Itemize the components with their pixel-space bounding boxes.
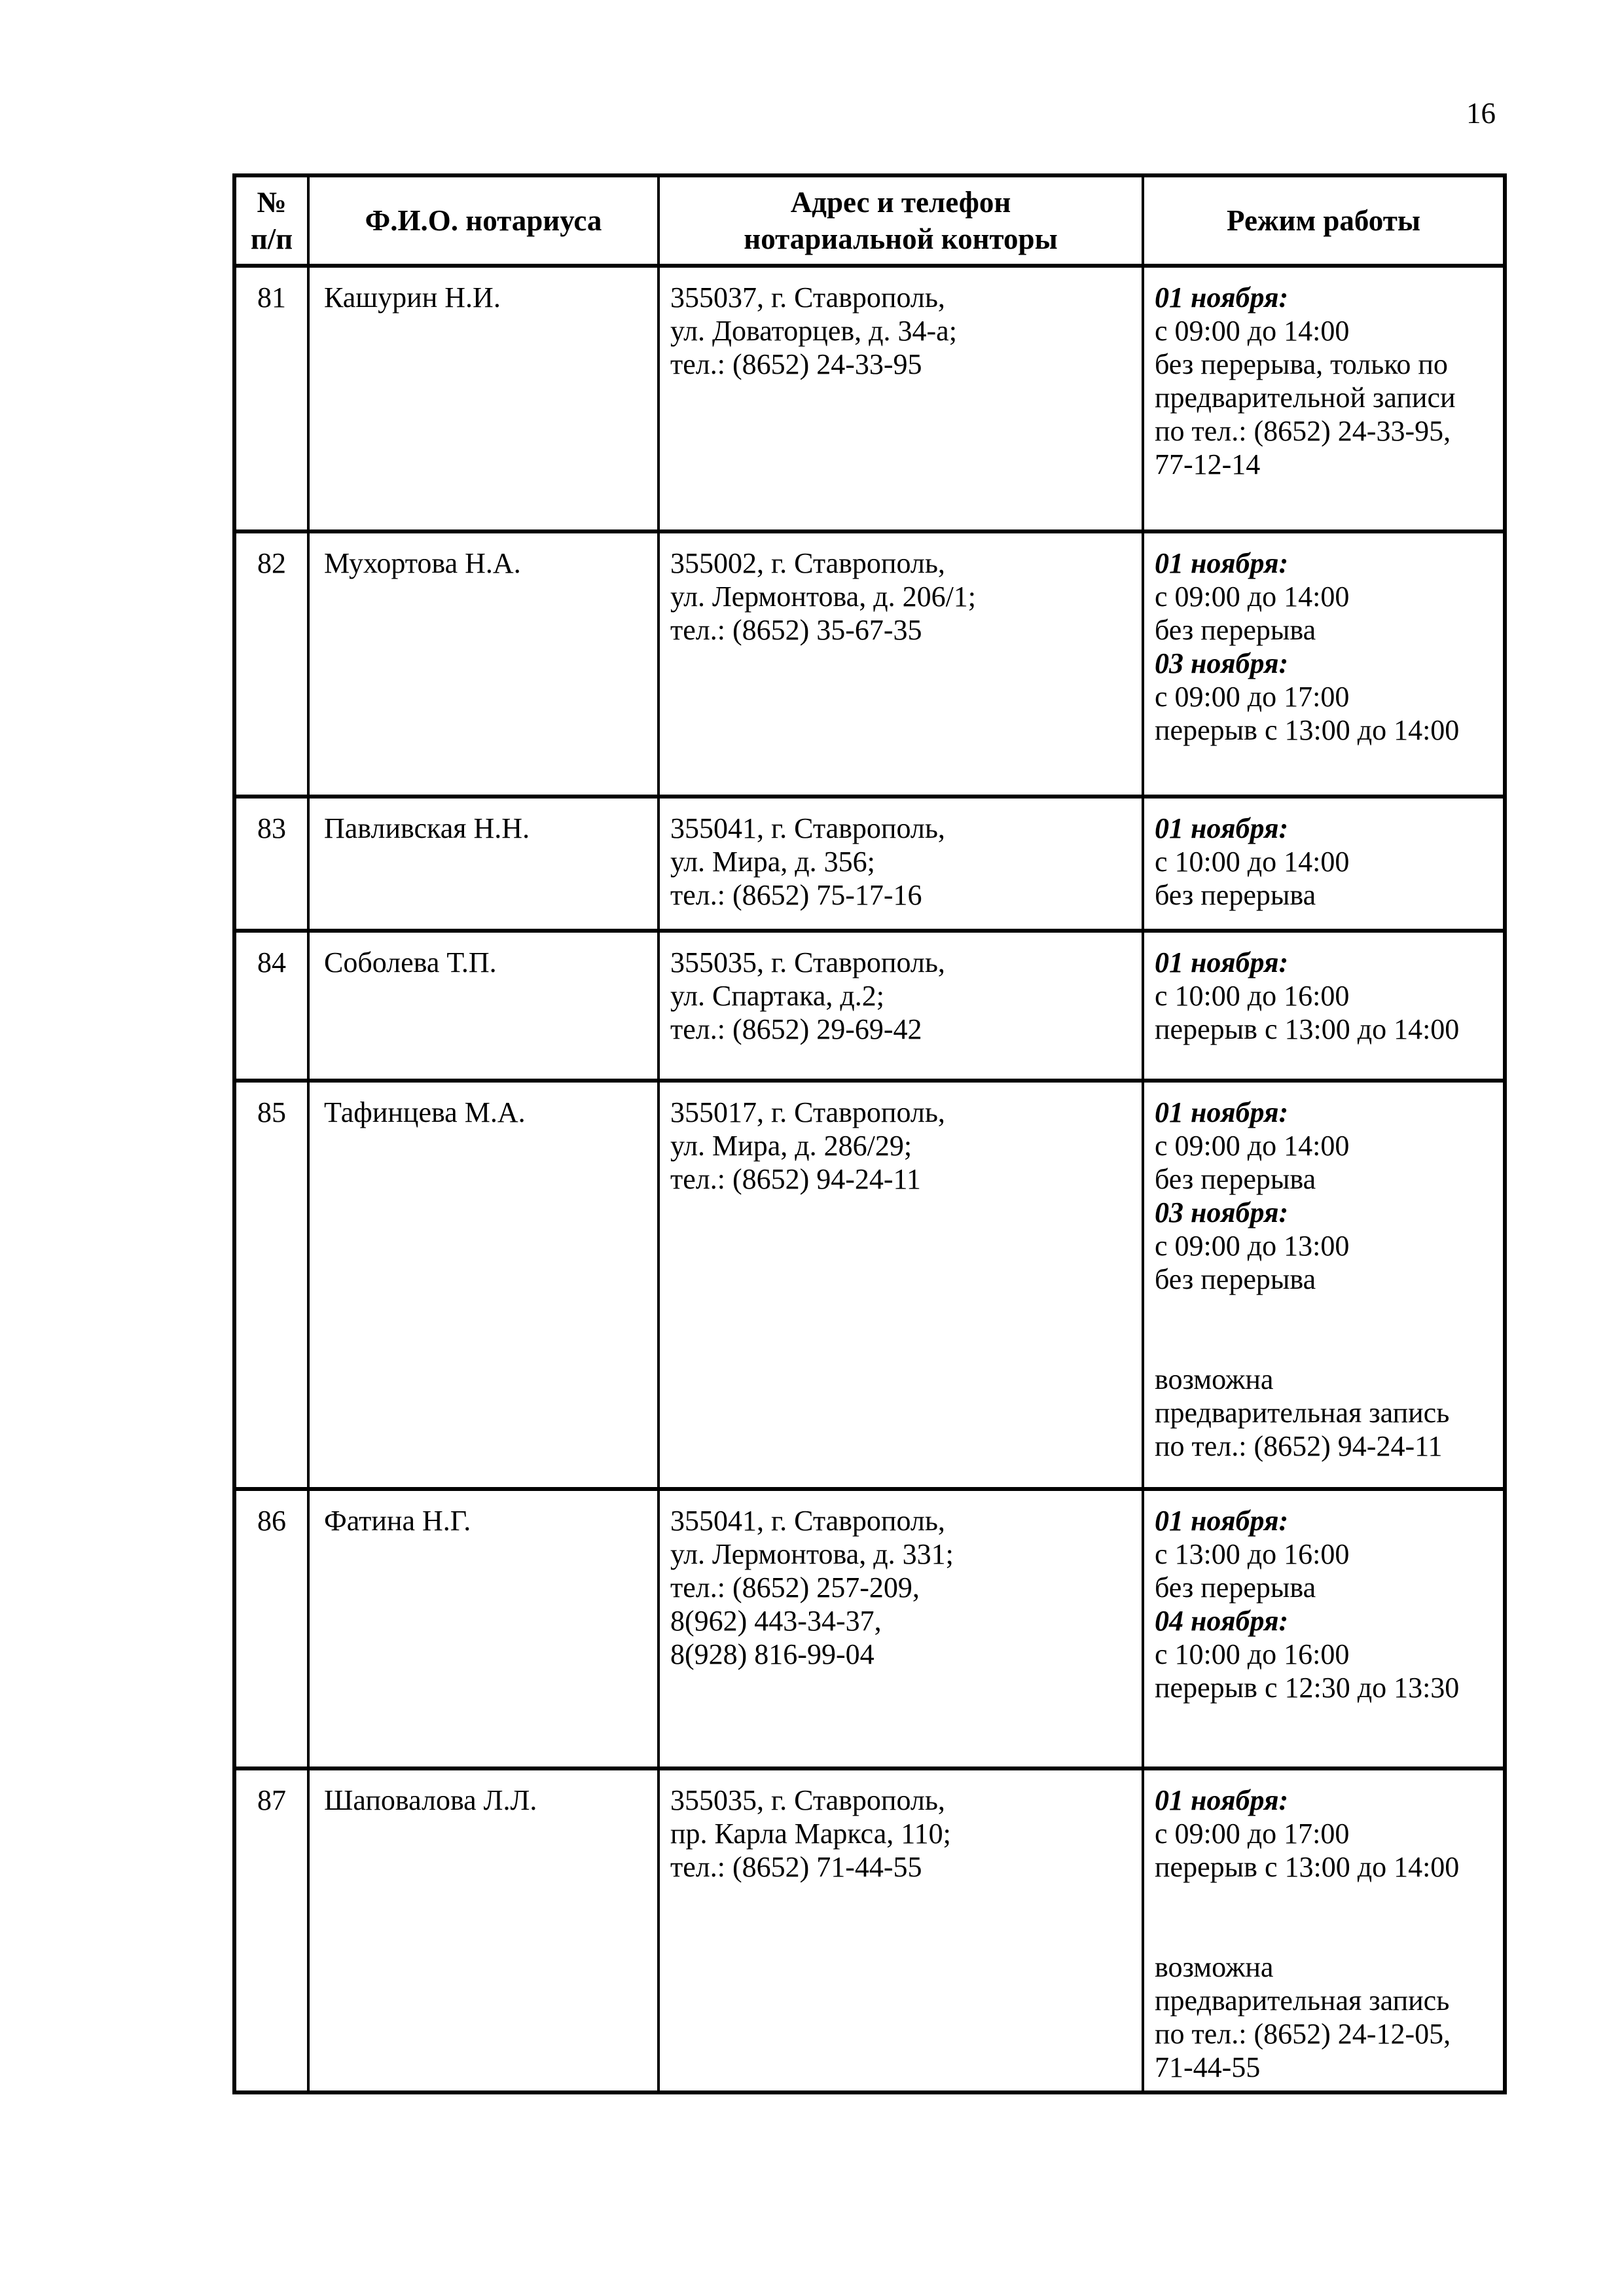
header-address-line1: Адрес и телефон [790, 186, 1011, 219]
schedule-line [1155, 1884, 1494, 1917]
header-cell-address [659, 175, 1143, 266]
header-row [234, 175, 1505, 266]
row-number-cell [234, 1081, 308, 1489]
schedule-date-line: 03 ноября: [1155, 1196, 1289, 1229]
header-number-line1: № [257, 186, 287, 219]
notary-name: Соболева Т.П. [324, 946, 497, 978]
schedule-line: без перерыва [1155, 1263, 1316, 1295]
schedule-line: 71-44-55 [1155, 2051, 1261, 2083]
address-line: тел.: (8652) 75-17-16 [670, 879, 922, 911]
schedule-line: предварительной записи [1155, 382, 1456, 414]
table-row [234, 266, 1505, 531]
address-line: тел.: (8652) 29-69-42 [670, 1013, 922, 1045]
table-row [234, 797, 1505, 931]
schedule-line: без перерыва [1155, 614, 1316, 646]
schedule-line: 77-12-14 [1155, 448, 1261, 480]
schedule-line [1155, 1917, 1494, 1950]
schedule-date-line: 01 ноября: [1155, 281, 1289, 314]
address-line: 8(928) 816-99-04 [670, 1638, 875, 1670]
notary-schedule-table [232, 173, 1507, 2094]
address-line: ул. Лермонтова, д. 331; [670, 1538, 954, 1570]
work-schedule-cell [1143, 1081, 1505, 1489]
notary-table-body [234, 266, 1505, 2092]
notary-name: Тафинцева М.А. [324, 1096, 526, 1128]
address-line: тел.: (8652) 257-209, [670, 1571, 920, 1604]
notary-address-cell [659, 266, 1143, 531]
schedule-line: с 10:00 до 14:00 [1155, 846, 1350, 878]
notary-name: Фатина Н.Г. [324, 1505, 471, 1537]
header-number-line2: п/п [250, 223, 293, 255]
schedule-line: перерыв с 12:30 до 13:30 [1155, 1672, 1460, 1704]
address-line: 355017, г. Ставрополь, [670, 1096, 945, 1128]
address-line: ул. Мира, д. 356; [670, 846, 875, 878]
row-number-cell [234, 797, 308, 931]
schedule-line: возможна [1155, 1363, 1274, 1395]
row-number: 85 [257, 1096, 286, 1128]
row-number-cell [234, 531, 308, 797]
row-number-cell [234, 1768, 308, 2092]
row-number: 87 [257, 1784, 286, 1816]
address-line: 355037, г. Ставрополь, [670, 281, 945, 314]
address-line: ул. Лермонтова, д. 206/1; [670, 581, 977, 613]
address-line: ул. Доваторцев, д. 34-а; [670, 315, 957, 347]
schedule-line: без перерыва, только по [1155, 348, 1448, 380]
work-schedule-cell [1143, 1768, 1505, 2092]
row-number: 81 [257, 281, 286, 314]
schedule-line: с 09:00 до 13:00 [1155, 1230, 1350, 1262]
page-number: 16 [1466, 97, 1496, 130]
address-line: 8(962) 443-34-37, [670, 1605, 882, 1637]
schedule-line: без перерыва [1155, 879, 1316, 911]
address-line: пр. Карла Маркса, 110; [670, 1818, 951, 1850]
notary-name-cell [308, 266, 659, 531]
notary-name-cell [308, 1768, 659, 2092]
notary-name-cell [308, 1081, 659, 1489]
notary-address-cell [659, 1081, 1143, 1489]
schedule-line: перерыв с 13:00 до 14:00 [1155, 1013, 1460, 1045]
header-schedule-label: Режим работы [1227, 204, 1420, 237]
schedule-line: по тел.: (8652) 24-33-95, [1155, 415, 1451, 447]
address-line: ул. Мира, д. 286/29; [670, 1130, 912, 1162]
row-number: 84 [257, 946, 286, 978]
schedule-date-line: 04 ноября: [1155, 1605, 1289, 1637]
work-schedule-cell [1143, 797, 1505, 931]
schedule-line [1155, 1296, 1494, 1329]
address-line: 355041, г. Ставрополь, [670, 1505, 945, 1537]
address-line: 355041, г. Ставрополь, [670, 812, 945, 844]
address-line: 355002, г. Ставрополь, [670, 547, 945, 579]
notary-name-cell [308, 531, 659, 797]
notary-address-cell [659, 797, 1143, 931]
schedule-line: с 09:00 до 14:00 [1155, 581, 1350, 613]
work-schedule-cell [1143, 531, 1505, 797]
address-line: ул. Спартака, д.2; [670, 980, 885, 1012]
schedule-line: по тел.: (8652) 94-24-11 [1155, 1430, 1443, 1462]
address-line: тел.: (8652) 71-44-55 [670, 1851, 922, 1883]
notary-address-cell [659, 531, 1143, 797]
schedule-line [1155, 1329, 1494, 1363]
schedule-date-line: 01 ноября: [1155, 1096, 1289, 1128]
address-line: 355035, г. Ставрополь, [670, 1784, 945, 1816]
notary-name: Шаповалова Л.Л. [324, 1784, 537, 1816]
row-number: 86 [257, 1505, 286, 1537]
address-line: тел.: (8652) 35-67-35 [670, 614, 922, 646]
address-line: тел.: (8652) 24-33-95 [670, 348, 922, 380]
row-number: 82 [257, 547, 286, 579]
row-number-cell [234, 931, 308, 1081]
work-schedule-cell [1143, 1489, 1505, 1768]
work-schedule-cell [1143, 931, 1505, 1081]
address-line: тел.: (8652) 94-24-11 [670, 1163, 921, 1195]
row-number: 83 [257, 812, 286, 844]
table-header [234, 175, 1505, 266]
schedule-line: с 10:00 до 16:00 [1155, 1638, 1350, 1670]
schedule-line: с 13:00 до 16:00 [1155, 1538, 1350, 1570]
schedule-line: перерыв с 13:00 до 14:00 [1155, 714, 1460, 746]
schedule-line: по тел.: (8652) 24-12-05, [1155, 2018, 1451, 2050]
schedule-date-line: 01 ноября: [1155, 547, 1289, 579]
work-schedule-cell [1143, 266, 1505, 531]
schedule-date-line: 01 ноября: [1155, 1505, 1289, 1537]
table-row [234, 531, 1505, 797]
schedule-date-line: 01 ноября: [1155, 946, 1289, 978]
schedule-line: с 09:00 до 17:00 [1155, 681, 1350, 713]
schedule-line: предварительная запись [1155, 1397, 1450, 1429]
schedule-line: с 09:00 до 14:00 [1155, 315, 1350, 347]
table-row [234, 1081, 1505, 1489]
schedule-line: возможна [1155, 1951, 1274, 1983]
schedule-line: с 09:00 до 14:00 [1155, 1130, 1350, 1162]
schedule-line: с 10:00 до 16:00 [1155, 980, 1350, 1012]
header-address-line2: нотариальной конторы [744, 223, 1058, 255]
header-cell-number [234, 175, 308, 266]
notary-address-cell [659, 1489, 1143, 1768]
schedule-line: без перерыва [1155, 1163, 1316, 1195]
schedule-date-line: 03 ноября: [1155, 647, 1289, 679]
schedule-date-line: 01 ноября: [1155, 812, 1289, 844]
notary-name: Павливская Н.Н. [324, 812, 530, 844]
header-cell-schedule [1143, 175, 1505, 266]
schedule-date-line: 01 ноября: [1155, 1784, 1289, 1816]
notary-name-cell [308, 1489, 659, 1768]
row-number-cell [234, 266, 308, 531]
schedule-line: предварительная запись [1155, 1984, 1450, 2017]
notary-name-cell [308, 797, 659, 931]
table-row [234, 1489, 1505, 1768]
header-name-label: Ф.И.О. нотариуса [365, 204, 602, 237]
row-number-cell [234, 1489, 308, 1768]
table-row [234, 931, 1505, 1081]
notary-name: Мухортова Н.А. [324, 547, 521, 579]
notary-address-cell [659, 931, 1143, 1081]
schedule-line: без перерыва [1155, 1571, 1316, 1604]
header-cell-name [308, 175, 659, 266]
table-row [234, 1768, 1505, 2092]
address-line: 355035, г. Ставрополь, [670, 946, 945, 978]
notary-name: Кашурин Н.И. [324, 281, 501, 314]
notary-name-cell [308, 931, 659, 1081]
schedule-line: перерыв с 13:00 до 14:00 [1155, 1851, 1460, 1883]
schedule-line: с 09:00 до 17:00 [1155, 1818, 1350, 1850]
notary-address-cell [659, 1768, 1143, 2092]
